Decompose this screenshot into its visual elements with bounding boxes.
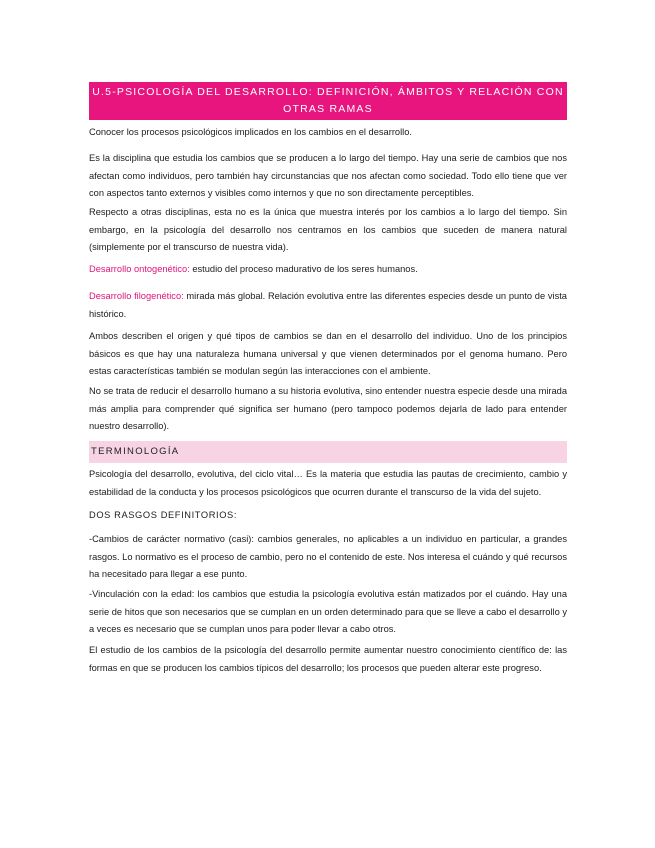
ontogenetic-paragraph: [89, 261, 567, 279]
normative-changes-paragraph: -Cambios de carácter normativo (casi): cambios generales, no aplicables a un individuo en particular, a grandes rasgos. Lo normativo es el proceso de cambio, pero no el contenido de este. Nos interesa el cuándo y qué recursos ha necesitado para llegar a ese punto.: [89, 534, 567, 580]
both-describe-paragraph: Ambos describen el origen y qué tipos de cambios se dan en el desarrollo del individuo. Uno de los principios básicos es que hay una naturaleza humana universal y que vienen determinados por el genoma humano. Pero estas características también se modulan según las interacciones con el ambiente.: [89, 331, 567, 377]
scientific-knowledge-paragraph: El estudio de los cambios de la psicología del desarrollo permite aumentar nuestro conocimiento científico de: las formas en que se producen los cambios típicos del desarrollo; los procesos que pueden alterar este progreso.: [89, 645, 567, 673]
section-heading-text: TERMINOLOGÍA: [91, 446, 180, 457]
phylogenetic-term: Desarrollo filogenético:: [89, 291, 184, 301]
ontogenetic-text: estudio del proceso madurativo de los seres humanos.: [189, 264, 418, 274]
section-heading-terminology: [89, 441, 567, 463]
evolutionary-history-paragraph: No se trata de reducir el desarrollo humano a su historia evolutiva, sino entender nuestra especie desde una mirada más amplia para comprender qué significa ser humano (pero tampoco podemos dejarla de lado para entender nuestro desarrollo).: [89, 386, 567, 432]
age-linkage-paragraph: -Vinculación con la edad: los cambios que estudia la psicología evolutiva están matizados por el cuándo. Hay una serie de hitos que son necesarios que se cumplan en un orden determinado para que se lleve a cabo el desarrollo y a veces es necesario que se cumplan unos para poder llevar a cabo otros.: [89, 589, 567, 635]
page-title-text: U.5-PSICOLOGÍA DEL DESARROLLO: DEFINICIÓN, ÁMBITOS Y RELACIÓN CON OTRAS RAMAS: [92, 86, 564, 115]
definition-paragraph: Es la disciplina que estudia los cambios que se producen a lo largo del tiempo. Hay una serie de cambios que nos afectan como individuos, pero también hay circunstancias que nos afectan como sociedad. Todo ello tiene que ver con aspectos tanto externos y visibles como internos y que no son directamente perceptibles.: [89, 153, 567, 199]
phylogenetic-text: mirada más global. Relación evolutiva entre las diferentes especies desde un punto de vista histórico.: [89, 291, 567, 319]
intro-paragraph: Conocer los procesos psicológicos implicados en los cambios en el desarrollo.: [89, 127, 412, 137]
page-title: [89, 82, 567, 120]
terminology-paragraph: Psicología del desarrollo, evolutiva, del ciclo vital… Es la materia que estudia las pautas de crecimiento, cambio y estabilidad de la conducta y los procesos psicológicos que ocurren durante el transcurso de la vida del sujeto.: [89, 469, 567, 497]
disciplines-paragraph: Respecto a otras disciplinas, esta no es la única que muestra interés por los cambios a lo largo del tiempo. Sin embargo, en la psicología del desarrollo nos centramos en los cambios que suceden de manera natural (simplemente por el transcurso de nuestra vida).: [89, 207, 567, 253]
ontogenetic-term: Desarrollo ontogenético:: [89, 264, 190, 274]
phylogenetic-paragraph: [89, 288, 567, 323]
subheading-two-traits: DOS RASGOS DEFINITORIOS:: [89, 510, 238, 520]
